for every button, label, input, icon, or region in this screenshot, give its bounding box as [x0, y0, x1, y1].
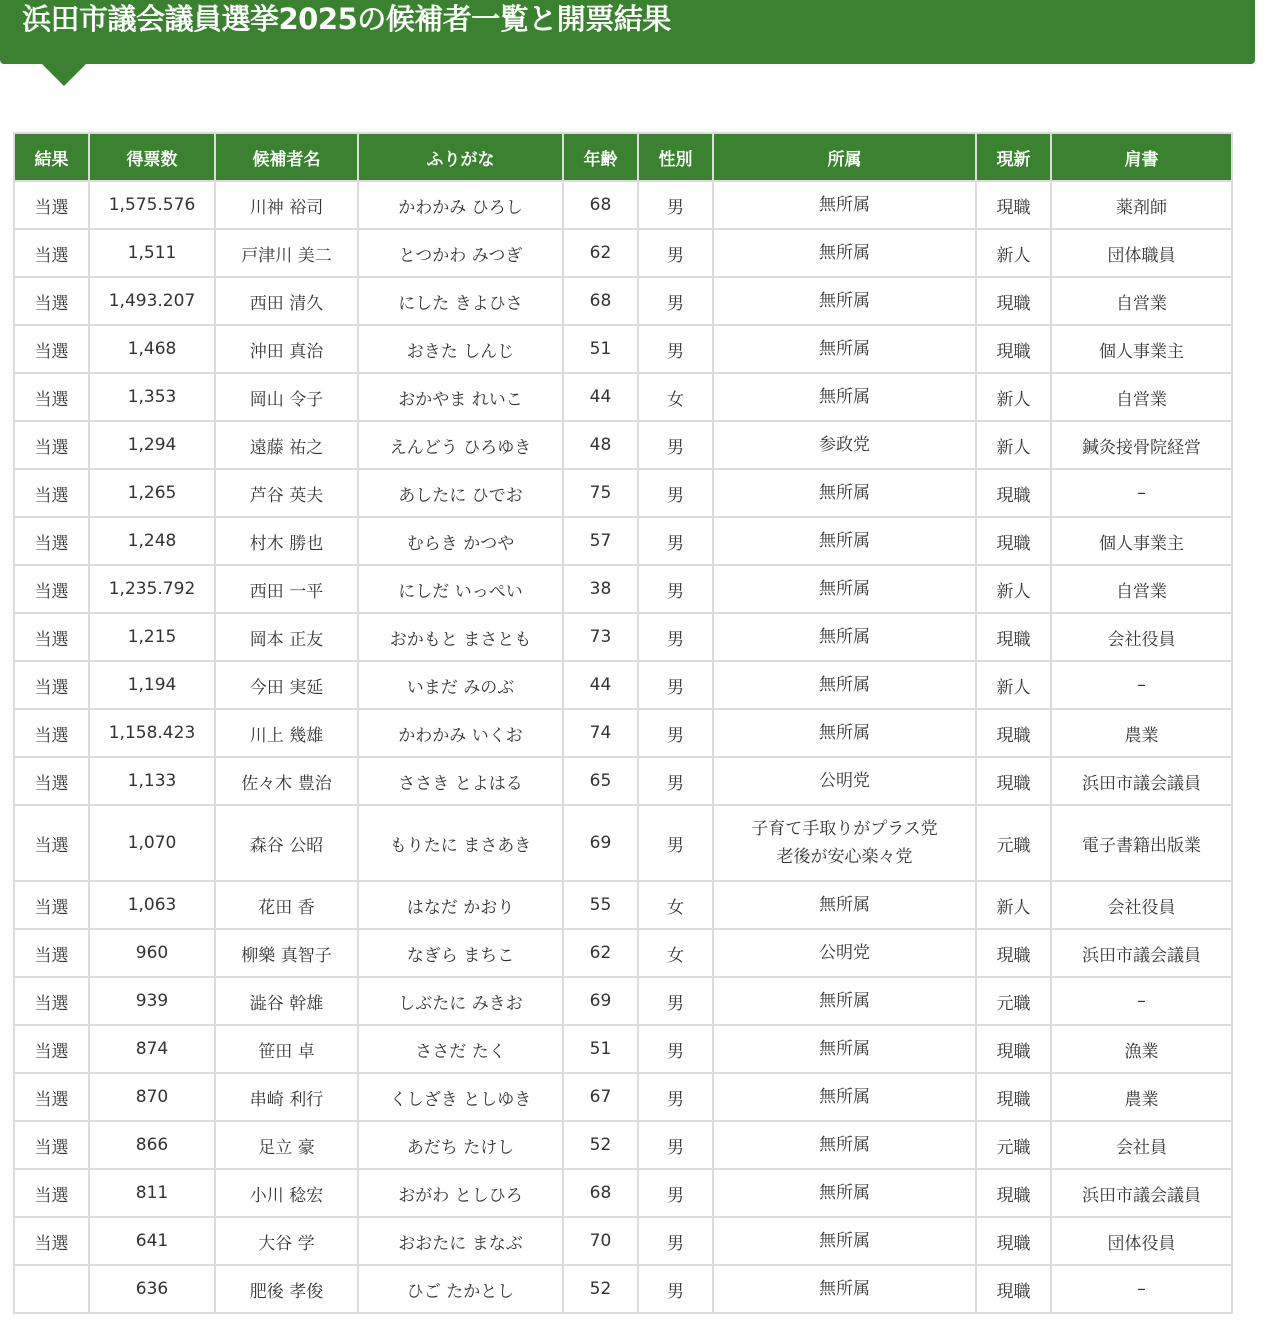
- cell-name: 川上 幾雄: [215, 709, 358, 757]
- affiliation-line: 無所属: [819, 387, 870, 407]
- cell-result: 当選: [14, 229, 89, 277]
- cell-kana: いまだ みのぶ: [358, 661, 563, 709]
- page-title: 浜田市議会議員選挙2025の候補者一覧と開票結果: [22, 2, 671, 36]
- cell-result: 当選: [14, 1121, 89, 1169]
- cell-kana: おがわ としひろ: [358, 1169, 563, 1217]
- cell-result: 当選: [14, 709, 89, 757]
- header-gender: 性別: [638, 133, 713, 181]
- cell-votes: 811: [89, 1169, 215, 1217]
- cell-kana: えんどう ひろゆき: [358, 421, 563, 469]
- cell-affiliation: [713, 757, 976, 805]
- cell-kana: おかもと まさとも: [358, 613, 563, 661]
- cell-affiliation: [713, 881, 976, 929]
- table-row: [14, 565, 1232, 613]
- cell-votes: 874: [89, 1025, 215, 1073]
- cell-kana: おきた しんじ: [358, 325, 563, 373]
- cell-affiliation: [713, 469, 976, 517]
- results-body: [14, 181, 1232, 1313]
- cell-result: 当選: [14, 757, 89, 805]
- cell-age: 68: [563, 1169, 638, 1217]
- cell-gender: 男: [638, 517, 713, 565]
- cell-kana: にしだ いっぺい: [358, 565, 563, 613]
- cell-votes: 1,575.576: [89, 181, 215, 229]
- cell-affiliation: [713, 1217, 976, 1265]
- cell-result: 当選: [14, 1217, 89, 1265]
- cell-gender: 男: [638, 421, 713, 469]
- cell-name: 佐々木 豊治: [215, 757, 358, 805]
- header-age: 年齢: [563, 133, 638, 181]
- cell-age: 48: [563, 421, 638, 469]
- cell-title: 電子書籍出版業: [1051, 805, 1232, 881]
- cell-status: 元職: [976, 977, 1051, 1025]
- cell-age: 57: [563, 517, 638, 565]
- affiliation-line: 公明党: [819, 771, 870, 791]
- header-result: 結果: [14, 133, 89, 181]
- affiliation-line: 無所属: [819, 579, 870, 599]
- cell-kana: とつかわ みつぎ: [358, 229, 563, 277]
- table-row: [14, 1265, 1232, 1313]
- cell-title: 農業: [1051, 709, 1232, 757]
- affiliation-line: 無所属: [819, 723, 870, 743]
- affiliation-line: 無所属: [819, 1135, 870, 1155]
- cell-age: 69: [563, 977, 638, 1025]
- affiliation-line: 無所属: [819, 531, 870, 551]
- cell-gender: 男: [638, 277, 713, 325]
- cell-title: –: [1051, 661, 1232, 709]
- cell-result: 当選: [14, 181, 89, 229]
- table-row: [14, 181, 1232, 229]
- cell-status: 元職: [976, 1121, 1051, 1169]
- affiliation-line: 公明党: [819, 943, 870, 963]
- cell-gender: 男: [638, 757, 713, 805]
- cell-votes: 1,353: [89, 373, 215, 421]
- cell-votes: 1,511: [89, 229, 215, 277]
- cell-title: –: [1051, 977, 1232, 1025]
- cell-votes: 1,063: [89, 881, 215, 929]
- cell-name: 西田 一平: [215, 565, 358, 613]
- cell-votes: 1,215: [89, 613, 215, 661]
- affiliation-line: 参政党: [819, 435, 870, 455]
- table-row: [14, 517, 1232, 565]
- cell-title: 薬剤師: [1051, 181, 1232, 229]
- cell-gender: 男: [638, 229, 713, 277]
- cell-age: 51: [563, 1025, 638, 1073]
- cell-kana: むらき かつや: [358, 517, 563, 565]
- cell-name: 花田 香: [215, 881, 358, 929]
- cell-affiliation: [713, 517, 976, 565]
- cell-affiliation: [713, 1025, 976, 1073]
- cell-kana: もりたに まさあき: [358, 805, 563, 881]
- cell-name: 森谷 公昭: [215, 805, 358, 881]
- affiliation-line: 老後が安心楽々党: [776, 847, 913, 867]
- cell-affiliation: [713, 421, 976, 469]
- header-name: 候補者名: [215, 133, 358, 181]
- cell-gender: 女: [638, 881, 713, 929]
- cell-affiliation: [713, 373, 976, 421]
- cell-name: 西田 清久: [215, 277, 358, 325]
- cell-gender: 男: [638, 977, 713, 1025]
- cell-votes: 939: [89, 977, 215, 1025]
- cell-affiliation: [713, 977, 976, 1025]
- table-row: [14, 805, 1232, 881]
- affiliation-line: 無所属: [819, 339, 870, 359]
- cell-votes: 1,265: [89, 469, 215, 517]
- affiliation-line: 無所属: [819, 195, 870, 215]
- cell-title: 農業: [1051, 1073, 1232, 1121]
- cell-status: 新人: [976, 421, 1051, 469]
- cell-votes: 1,158.423: [89, 709, 215, 757]
- cell-result: [14, 1265, 89, 1313]
- table-row: [14, 1121, 1232, 1169]
- cell-status: 現職: [976, 757, 1051, 805]
- affiliation-line: 無所属: [819, 675, 870, 695]
- cell-affiliation: [713, 805, 976, 881]
- cell-status: 現職: [976, 1073, 1051, 1121]
- cell-name: 足立 豪: [215, 1121, 358, 1169]
- cell-title: 鍼灸接骨院経営: [1051, 421, 1232, 469]
- cell-status: 現職: [976, 469, 1051, 517]
- cell-name: 沖田 真治: [215, 325, 358, 373]
- cell-result: 当選: [14, 517, 89, 565]
- header-votes: 得票数: [89, 133, 215, 181]
- cell-result: 当選: [14, 881, 89, 929]
- cell-age: 38: [563, 565, 638, 613]
- cell-age: 44: [563, 661, 638, 709]
- cell-name: 肥後 孝俊: [215, 1265, 358, 1313]
- cell-title: 会社役員: [1051, 881, 1232, 929]
- cell-votes: 960: [89, 929, 215, 977]
- cell-status: 現職: [976, 1169, 1051, 1217]
- cell-title: 自営業: [1051, 277, 1232, 325]
- cell-affiliation: [713, 613, 976, 661]
- affiliation-line: 無所属: [819, 1279, 870, 1299]
- cell-name: 大谷 学: [215, 1217, 358, 1265]
- cell-status: 現職: [976, 325, 1051, 373]
- cell-title: 自営業: [1051, 373, 1232, 421]
- affiliation-line: 無所属: [819, 1087, 870, 1107]
- cell-votes: 1,070: [89, 805, 215, 881]
- cell-name: 芦谷 英夫: [215, 469, 358, 517]
- cell-result: 当選: [14, 1169, 89, 1217]
- cell-status: 新人: [976, 373, 1051, 421]
- cell-name: 柳樂 真智子: [215, 929, 358, 977]
- cell-age: 55: [563, 881, 638, 929]
- cell-result: 当選: [14, 421, 89, 469]
- cell-title: 会社員: [1051, 1121, 1232, 1169]
- cell-affiliation: [713, 1073, 976, 1121]
- affiliation-line: 無所属: [819, 1231, 870, 1251]
- table-row: [14, 1169, 1232, 1217]
- cell-age: 73: [563, 613, 638, 661]
- cell-affiliation: [713, 229, 976, 277]
- cell-result: 当選: [14, 565, 89, 613]
- cell-affiliation: [713, 709, 976, 757]
- page-header: [0, 0, 1255, 64]
- cell-votes: 1,248: [89, 517, 215, 565]
- cell-title: 漁業: [1051, 1025, 1232, 1073]
- table-row: [14, 661, 1232, 709]
- table-row: [14, 229, 1232, 277]
- table-row: [14, 977, 1232, 1025]
- cell-result: 当選: [14, 613, 89, 661]
- cell-age: 68: [563, 277, 638, 325]
- cell-votes: 1,194: [89, 661, 215, 709]
- cell-age: 68: [563, 181, 638, 229]
- cell-kana: ささだ たく: [358, 1025, 563, 1073]
- cell-gender: 男: [638, 1073, 713, 1121]
- affiliation-line: 無所属: [819, 627, 870, 647]
- cell-title: 団体職員: [1051, 229, 1232, 277]
- cell-status: 現職: [976, 929, 1051, 977]
- affiliation-line: 無所属: [819, 483, 870, 503]
- cell-votes: 1,235.792: [89, 565, 215, 613]
- table-row: [14, 613, 1232, 661]
- cell-result: 当選: [14, 929, 89, 977]
- cell-gender: 男: [638, 1169, 713, 1217]
- cell-title: 浜田市議会議員: [1051, 929, 1232, 977]
- cell-result: 当選: [14, 373, 89, 421]
- cell-gender: 男: [638, 565, 713, 613]
- cell-kana: あしたに ひでお: [358, 469, 563, 517]
- cell-age: 65: [563, 757, 638, 805]
- cell-status: 新人: [976, 881, 1051, 929]
- cell-gender: 男: [638, 661, 713, 709]
- affiliation-line: 無所属: [819, 291, 870, 311]
- cell-kana: はなだ かおり: [358, 881, 563, 929]
- cell-result: 当選: [14, 325, 89, 373]
- cell-gender: 男: [638, 1121, 713, 1169]
- cell-gender: 男: [638, 613, 713, 661]
- cell-name: 小川 稔宏: [215, 1169, 358, 1217]
- cell-status: 現職: [976, 1025, 1051, 1073]
- header-kana: ふりがな: [358, 133, 563, 181]
- table-row: [14, 709, 1232, 757]
- affiliation-line: 無所属: [819, 895, 870, 915]
- table-row: [14, 881, 1232, 929]
- cell-name: 串崎 利行: [215, 1073, 358, 1121]
- cell-status: 現職: [976, 181, 1051, 229]
- cell-votes: 641: [89, 1217, 215, 1265]
- cell-name: 遠藤 祐之: [215, 421, 358, 469]
- cell-title: –: [1051, 469, 1232, 517]
- cell-status: 現職: [976, 517, 1051, 565]
- cell-title: 自営業: [1051, 565, 1232, 613]
- cell-gender: 男: [638, 1265, 713, 1313]
- cell-kana: ささき とよはる: [358, 757, 563, 805]
- cell-affiliation: [713, 1169, 976, 1217]
- table-row: [14, 1073, 1232, 1121]
- cell-votes: 1,133: [89, 757, 215, 805]
- cell-gender: 男: [638, 805, 713, 881]
- cell-result: 当選: [14, 661, 89, 709]
- cell-affiliation: [713, 661, 976, 709]
- table-header-row: [14, 133, 1232, 181]
- table-row: [14, 277, 1232, 325]
- cell-gender: 男: [638, 709, 713, 757]
- cell-result: 当選: [14, 277, 89, 325]
- cell-name: 戸津川 美二: [215, 229, 358, 277]
- cell-result: 当選: [14, 977, 89, 1025]
- cell-gender: 男: [638, 1025, 713, 1073]
- cell-name: 今田 実延: [215, 661, 358, 709]
- cell-status: 新人: [976, 565, 1051, 613]
- table-row: [14, 325, 1232, 373]
- cell-kana: にした きよひさ: [358, 277, 563, 325]
- cell-kana: おかやま れいこ: [358, 373, 563, 421]
- cell-age: 44: [563, 373, 638, 421]
- cell-gender: 男: [638, 469, 713, 517]
- cell-name: 笹田 卓: [215, 1025, 358, 1073]
- cell-title: 会社役員: [1051, 613, 1232, 661]
- header-status: 現新: [976, 133, 1051, 181]
- cell-result: 当選: [14, 1025, 89, 1073]
- cell-kana: なぎら まちこ: [358, 929, 563, 977]
- affiliation-line: 無所属: [819, 1039, 870, 1059]
- table-row: [14, 373, 1232, 421]
- cell-gender: 男: [638, 325, 713, 373]
- cell-kana: ひご たかとし: [358, 1265, 563, 1313]
- cell-name: 川神 裕司: [215, 181, 358, 229]
- cell-result: 当選: [14, 805, 89, 881]
- cell-affiliation: [713, 1265, 976, 1313]
- cell-status: 現職: [976, 613, 1051, 661]
- cell-gender: 女: [638, 929, 713, 977]
- cell-status: 現職: [976, 277, 1051, 325]
- affiliation-line: 無所属: [819, 991, 870, 1011]
- results-table: [13, 132, 1233, 1314]
- cell-affiliation: [713, 181, 976, 229]
- cell-votes: 1,493.207: [89, 277, 215, 325]
- cell-title: 浜田市議会議員: [1051, 1169, 1232, 1217]
- cell-kana: くしざき としゆき: [358, 1073, 563, 1121]
- cell-age: 70: [563, 1217, 638, 1265]
- cell-age: 62: [563, 929, 638, 977]
- table-row: [14, 421, 1232, 469]
- header-affiliation: 所属: [713, 133, 976, 181]
- cell-gender: 男: [638, 181, 713, 229]
- cell-name: 村木 勝也: [215, 517, 358, 565]
- cell-age: 52: [563, 1265, 638, 1313]
- cell-kana: あだち たけし: [358, 1121, 563, 1169]
- table-row: [14, 757, 1232, 805]
- cell-age: 69: [563, 805, 638, 881]
- cell-status: 新人: [976, 661, 1051, 709]
- cell-status: 現職: [976, 709, 1051, 757]
- cell-status: 新人: [976, 229, 1051, 277]
- header-title: 肩書: [1051, 133, 1232, 181]
- cell-title: –: [1051, 1265, 1232, 1313]
- cell-kana: しぶたに みきお: [358, 977, 563, 1025]
- cell-votes: 1,294: [89, 421, 215, 469]
- cell-status: 元職: [976, 805, 1051, 881]
- cell-affiliation: [713, 565, 976, 613]
- cell-title: 浜田市議会議員: [1051, 757, 1232, 805]
- cell-name: 岡本 正友: [215, 613, 358, 661]
- cell-age: 51: [563, 325, 638, 373]
- cell-age: 74: [563, 709, 638, 757]
- cell-title: 個人事業主: [1051, 325, 1232, 373]
- cell-gender: 女: [638, 373, 713, 421]
- affiliation-line: 無所属: [819, 243, 870, 263]
- cell-result: 当選: [14, 1073, 89, 1121]
- table-row: [14, 929, 1232, 977]
- cell-votes: 636: [89, 1265, 215, 1313]
- cell-name: 澁谷 幹雄: [215, 977, 358, 1025]
- cell-age: 52: [563, 1121, 638, 1169]
- cell-age: 67: [563, 1073, 638, 1121]
- cell-affiliation: [713, 1121, 976, 1169]
- cell-kana: おおたに まなぶ: [358, 1217, 563, 1265]
- cell-affiliation: [713, 325, 976, 373]
- affiliation-line: 子育て手取りがプラス党: [751, 819, 938, 839]
- cell-status: 現職: [976, 1217, 1051, 1265]
- table-row: [14, 1217, 1232, 1265]
- cell-affiliation: [713, 929, 976, 977]
- cell-votes: 1,468: [89, 325, 215, 373]
- table-row: [14, 1025, 1232, 1073]
- table-row: [14, 469, 1232, 517]
- cell-affiliation: [713, 277, 976, 325]
- header-pointer: [42, 64, 86, 86]
- cell-votes: 870: [89, 1073, 215, 1121]
- cell-gender: 男: [638, 1217, 713, 1265]
- cell-age: 75: [563, 469, 638, 517]
- cell-title: 個人事業主: [1051, 517, 1232, 565]
- cell-kana: かわかみ ひろし: [358, 181, 563, 229]
- affiliation-line: 無所属: [819, 1183, 870, 1203]
- cell-name: 岡山 令子: [215, 373, 358, 421]
- cell-result: 当選: [14, 469, 89, 517]
- cell-status: 現職: [976, 1265, 1051, 1313]
- cell-age: 62: [563, 229, 638, 277]
- cell-votes: 866: [89, 1121, 215, 1169]
- cell-kana: かわかみ いくお: [358, 709, 563, 757]
- cell-title: 団体役員: [1051, 1217, 1232, 1265]
